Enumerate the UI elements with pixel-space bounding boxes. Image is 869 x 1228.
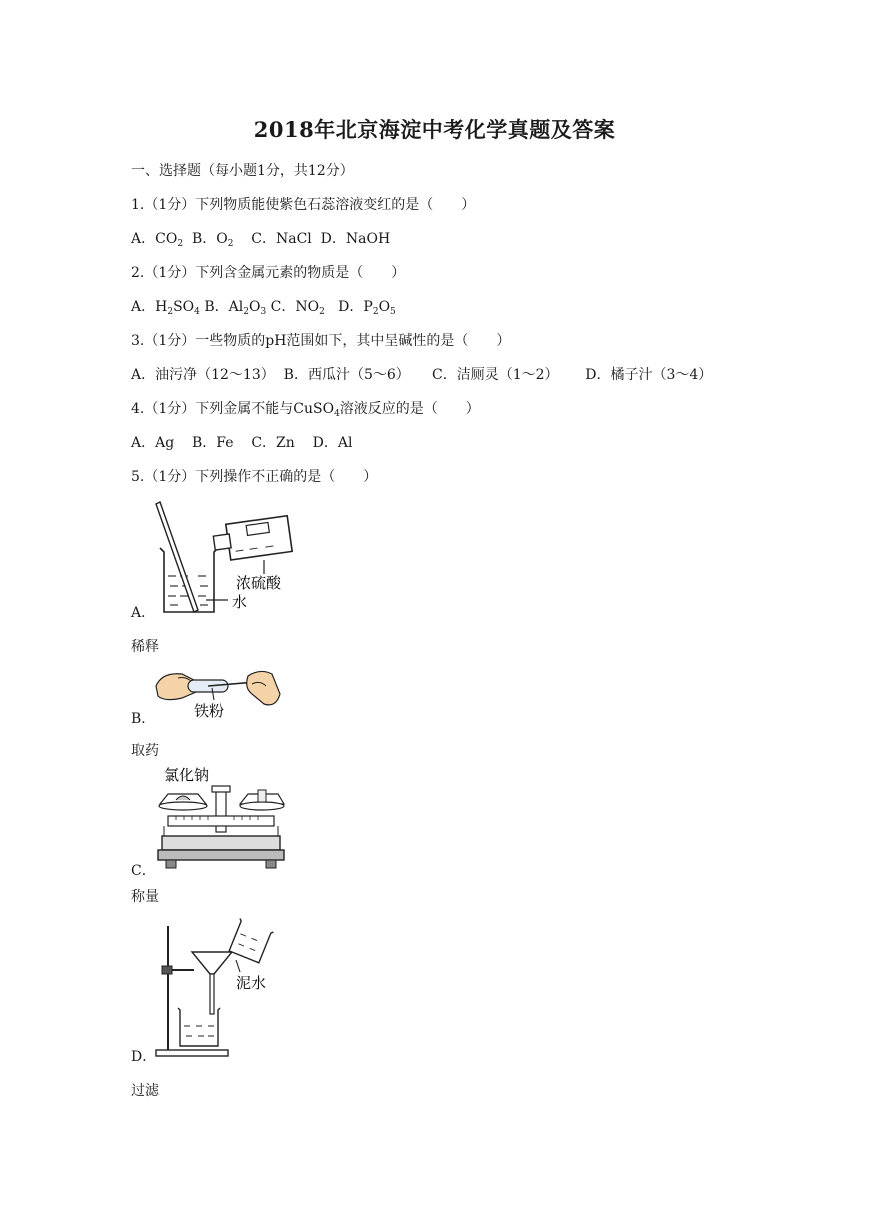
option-a: A．油污净（12～13）: [131, 367, 275, 383]
page-title: 2018年北京海淀中考化学真题及答案: [253, 117, 616, 142]
figure-d-caption: 过滤: [131, 1083, 159, 1099]
option-c: C．NaCl: [251, 231, 312, 247]
question-3-stem: 3.（1分）一些物质的pH范围如下，其中呈碱性的是（ ）: [131, 333, 511, 349]
option-b: B．$O_2$: [191, 231, 234, 249]
option-b: B．西瓜汁（5～6）: [283, 367, 410, 383]
question-5-stem: 5.（1分）下列操作不正确的是（ ）: [131, 469, 378, 485]
option-a: A．Ag: [131, 435, 175, 451]
question-3-options: [131, 364, 712, 384]
option-d: D．橘子汁（3～4）: [585, 367, 713, 383]
figure-dilution: [148, 500, 298, 618]
option-d: D．NaOH: [320, 231, 391, 247]
question-1-stem: 1.（1分）下列物质能使紫色石蕊溶液变红的是（ ）: [131, 197, 476, 213]
figure-filtration: [150, 918, 280, 1060]
option-d: D．$P_2O_5$: [338, 299, 396, 317]
option-c: C．洁厕灵（1～2）: [432, 367, 559, 383]
figure-c-caption: 称量: [131, 889, 159, 905]
option-c: C．$NO_2$: [270, 299, 325, 317]
question-2-options: [131, 296, 396, 317]
figure-a-letter: A．: [131, 605, 156, 621]
figure-b-caption: 取药: [131, 743, 159, 759]
figure-balance: [156, 764, 286, 874]
figure-a-caption: 稀释: [131, 639, 159, 655]
label-iron-powder: 铁粉: [194, 702, 225, 720]
option-a: A．$CO_2$: [131, 231, 184, 249]
question-1-options: [131, 228, 390, 249]
question-4-options: [131, 432, 352, 452]
option-c: C．Zn: [251, 435, 295, 451]
question-2-stem: 2.（1分）下列含金属元素的物质是（ ）: [131, 265, 406, 281]
section-heading: 一、选择题（每小题1分，共12分）: [131, 163, 354, 179]
figure-taking-powder: [152, 664, 284, 722]
label-muddy-water: 泥水: [236, 974, 267, 992]
option-d: D．Al: [312, 435, 353, 451]
option-b: B．Fe: [192, 435, 234, 451]
question-4-stem: 4.（1分）下列金属不能与CuSO$_4$溶液反应的是（ ）: [131, 401, 480, 419]
figure-d-letter: D．: [131, 1049, 157, 1065]
figure-b-letter: B．: [131, 711, 156, 727]
label-sodium-chloride: 氯化钠: [164, 766, 210, 784]
option-a: A．$H_2SO_4$: [131, 299, 200, 317]
label-concentrated-sulfuric-acid: 浓硫酸: [236, 574, 282, 592]
figure-c-letter: C．: [131, 863, 156, 879]
option-b: B．$Al_2O_3$: [204, 299, 267, 317]
label-water: 水: [232, 593, 248, 611]
